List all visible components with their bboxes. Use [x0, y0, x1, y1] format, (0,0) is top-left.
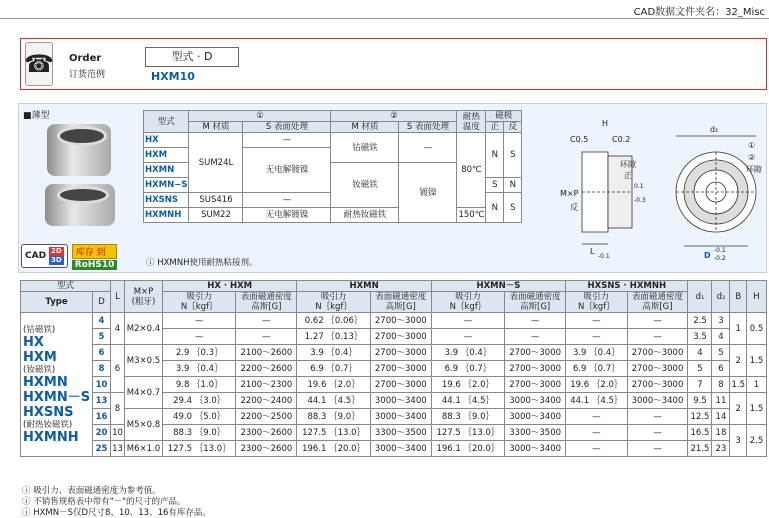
stock-badge: 库存 到 [72, 244, 118, 259]
svg-text:正: 正 [624, 171, 632, 180]
footnote-1: ⓘ 吸引力、表面磁通密度为参考值。 [22, 486, 161, 496]
section-label: ■薄型 [23, 111, 50, 121]
order-type-box: 型式 · D [145, 47, 239, 67]
spec-section [18, 103, 767, 273]
order-example-code: HXM10 [151, 70, 195, 83]
order-label-cn: 订货范例 [69, 70, 106, 80]
svg-text:-0.1: -0.1 [714, 247, 726, 254]
svg-text:M×P: M×P [560, 189, 579, 198]
phone-icon: ☎ [25, 42, 53, 86]
svg-text:H: H [602, 119, 609, 128]
cad-badge[interactable]: CAD 2D 3D [21, 244, 68, 268]
product-photo-bottom [45, 184, 115, 226]
spec-note: ⓘ HXMNH使用耐热粘接剂。 [146, 258, 258, 268]
svg-text:0.1: 0.1 [634, 183, 644, 190]
dimension-diagram [560, 112, 764, 262]
svg-text:d₁: d₁ [710, 125, 719, 134]
order-example-panel [20, 38, 767, 90]
svg-text:D: D [704, 251, 711, 260]
svg-text:-0.3: -0.3 [634, 197, 646, 204]
svg-text:-0.1: -0.1 [598, 253, 610, 260]
svg-text:-0.2: -0.2 [714, 255, 726, 262]
footnote-3: ⓘ HXMN－S仅D尺寸8、10、13、16有库存品。 [22, 508, 211, 518]
footnote-2: ⓘ 不销售规格表中带有"－"的尺寸的产品。 [22, 497, 186, 507]
rohs-badge: RoHS10 [72, 260, 118, 270]
svg-text:环隙: 环隙 [620, 160, 636, 169]
type-list: (钴磁铁) HX HXM (钕磁铁) HXMN HXMN－S HXSNS (耐热钕磁铁) HXMNH [21, 313, 93, 457]
badges [21, 244, 117, 270]
product-photo-top [47, 124, 111, 176]
spec-table: 型式 ① ② 耐热 温度 磁极 M 材质 S 表面处理 M 材质 S 表面处理 正 反 HX SUM24L — 钴磁铁 — 80℃ N S HXM 无电解镀镍 HXMN 钕磁铁 镀镍 HXMN−S S N HXSNS SUS416 — N S HXMNH SUM22 无电解镀镍 耐热钕磁铁 150℃ [143, 110, 522, 223]
svg-text:C0.2: C0.2 [612, 135, 631, 144]
header-divider [0, 18, 769, 19]
svg-text:②: ② [748, 153, 756, 162]
svg-text:①: ① [748, 141, 756, 150]
svg-text:反: 反 [570, 203, 578, 212]
cad-folder-label: CAD数据文件夹名：32_Misc [633, 7, 765, 18]
svg-text:环隙: 环隙 [746, 165, 762, 174]
order-label-en: Order [69, 53, 102, 64]
svg-text:C0.5: C0.5 [570, 135, 589, 144]
svg-text:L: L [590, 247, 595, 256]
size-table: 型式 L M×P (粗牙) HX · HXM HXMN HXMN－S HXSNS · HXMNH d₁ d₂ B H Type D 吸引力 N｛kgf｝ 表面磁通密度 高斯[G] 吸引力 N｛kgf｝ 表面磁通密度 高斯[G] 吸引力 N｛kgf｝ 表面磁通密度 高斯[G] 吸引力 N｛kgf｝ 表面磁通密度 高斯[G] (钴磁铁) HX HXM (钕磁铁) HXMN HXMN－S HXSNS (耐热钕磁铁) HXMNH 4 4 M2×0.4 — — 0.62 ｛0.06｝ 2700～3000 — — — — 2.5 3 1 0.5 5 — — 1.27 ｛0.13｝ 2700～3000 — — — — 3.5 4 6 6 M3×0.5 2.9 ｛0.3｝ 2100～2600 3.9 ｛0.4｝ 2700～3000 3.9 ｛0.4｝ 2700～3000 3.9 ｛0.4｝ 2700～3000 4 5 2 1.5 8 3.9 ｛0.4｝ 2200～2600 6.9 ｛0.7｝ 2700～3000 6.9 ｛0.7｝ 2700～3000 6.9 ｛0.7｝ 2700～3000 5 6 10 M4×0.7 9.8 ｛1.0｝ 2100～2300 19.6 ｛2.0｝ 2700～3000 19.6 ｛2.0｝ 2700～3000 19.6 ｛2.0｝ 2700～3000 7 8 1.5 1 13 8 29.4 ｛3.0｝ 2200～2400 44.1 ｛4.5｝ 3000～3400 44.1 ｛4.5｝ 3000～3400 44.1 ｛4.5｝ 3000～3400 9.5 11 2 1.5 16 M5×0.8 49.0 ｛5.0｝ 2200～2500 88.3 ｛9.0｝ 3000～3400 88.3 ｛9.0｝ 3000～3400 — — 12.5 14 20 10 88.3 ｛9.0｝ 2300～2600 127.5 ｛13.0｝ 3300～3500 127.5 ｛13.0｝ 3300～3500 — — 16.5 18 3 2.5 25 13 M6×1.0 127.5 ｛13.0｝ 2300～2600 196.1 ｛20.0｝ 3000～3400 196.1 ｛20.0｝ 3000～3400 — — 21.5 23 [20, 280, 767, 457]
